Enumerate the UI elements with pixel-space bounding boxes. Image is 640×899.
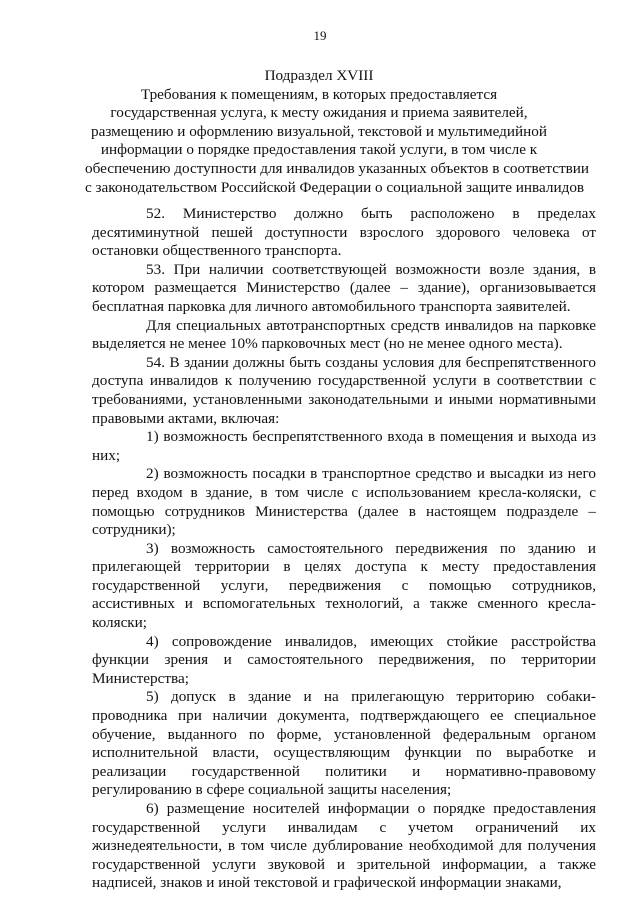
heading-line: размещению и оформлению визуальной, текстовой и мультимедийной <box>90 122 547 140</box>
subsection-title: Подраздел XVIII <box>264 67 374 84</box>
list-item-4: 4) сопровождение инвалидов, имеющих стойкие расстройства функции зрения и самостоятельного передвижения, по территории Министерства; <box>92 632 596 687</box>
section-heading <box>85 67 590 197</box>
heading-line: информации о порядке предоставления такой услуги, в том числе к <box>100 141 538 159</box>
heading-line: с законодательством Российской Федерации о социальной защите инвалидов <box>85 178 585 196</box>
list-item-2: 2) возможность посадки в транспортное средство и высадки из него перед входом в здание, в том числе с использованием кресла-коляски, с помощью сотрудников Министерства (далее в настоящем подразделе – сотрудники); <box>92 465 596 539</box>
heading-line: государственная услуга, к месту ожидания и приема заявителей, <box>110 104 528 122</box>
paragraph-52: 52. Министерство должно быть расположено в пределах десятиминутной пешей доступности взрослого здорового человека от остановки общественного транспорта. <box>92 205 596 260</box>
page-number: 19 <box>313 28 327 43</box>
paragraph-parking: Для специальных автотранспортных средств инвалидов на парковке выделяется не менее 10% парковочных мест (но не менее одного места). <box>92 316 596 353</box>
paragraph-54: 54. В здании должны быть созданы условия для беспрепятственного доступа инвалидов к получению государственной услуги в соответствии с требованиями, установленными законодательными и иными нормативными правовыми актами, включая: <box>92 353 596 427</box>
list-item-3: 3) возможность самостоятельного передвижения по зданию и прилегающей территории в целях доступа к месту предоставления государственной услуги, передвижения с помощью сотрудников, ассистивных и вспомогательных технологий, а также сменного кресла-коляски; <box>92 539 596 632</box>
heading-line: Требования к помещениям, в которых предоставляется <box>140 85 498 103</box>
document-body <box>92 205 596 893</box>
list-item-5: 5) допуск в здание и на прилегающую территорию собаки-проводника при наличии документа, подтверждающего ее специальное обучение, выданного по форме, установленной федеральным органом исполнительной власти, осуществляющим функции по выработке и реализации государственной политики и нормативно-правовому регулированию в сфере социальной защиты населения; <box>92 688 596 799</box>
paragraph-53: 53. При наличии соответствующей возможности возле здания, в котором размещается Министерство (далее – здание), организовывается бесплатная парковка для личного автомобильного транспорта заявителей. <box>92 260 596 315</box>
heading-line: обеспечению доступности для инвалидов указанных объектов в соответствии <box>85 159 590 177</box>
list-item-6: 6) размещение носителей информации о порядке предоставления государственной услуги инвалидам с учетом ограничений их жизнедеятельности, в том числе дублирование необходимой для получения государственной услуги звуковой и зрительной информации, а также надписей, знаков и иной текстовой и графической информации знаками, <box>92 800 596 892</box>
list-item-1: 1) возможность беспрепятственного входа в помещения и выхода из них; <box>92 428 596 464</box>
